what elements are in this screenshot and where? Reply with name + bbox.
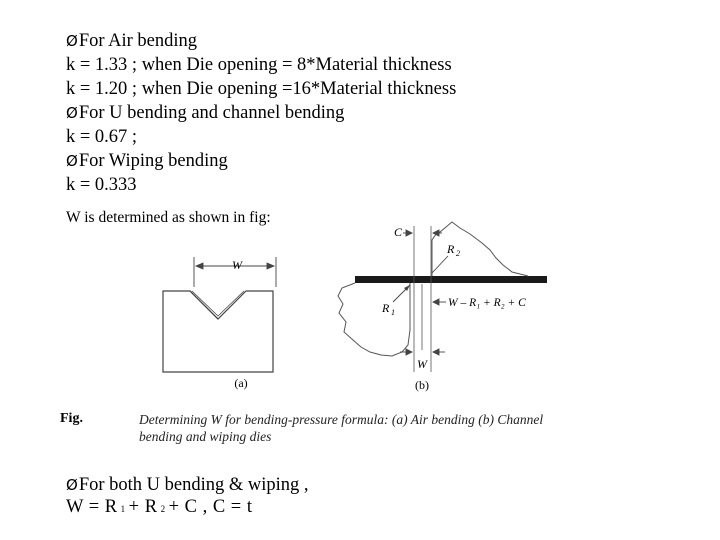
- fig-caption-line: Determining W for bending-pressure formula: (a) Air bending (b) Channel: [139, 412, 544, 427]
- formula-part: W = R: [66, 497, 118, 517]
- formula-subscript: 2: [160, 504, 166, 514]
- line-text: For Air bending: [78, 31, 198, 51]
- w-label-a: W: [232, 258, 242, 272]
- formula-dimension: [433, 299, 446, 305]
- arrow-bullet-icon: Ø: [66, 104, 78, 122]
- w-label-b: W: [417, 357, 427, 371]
- arrow-bullet-icon: Ø: [66, 476, 78, 494]
- line-k-0-333: [66, 173, 137, 197]
- line-air-bending: [66, 29, 197, 53]
- die-outline: [338, 283, 410, 356]
- label-a: (a): [234, 376, 248, 390]
- c-dimension: [403, 230, 442, 236]
- line-wiping-bending: [66, 149, 228, 173]
- fig-label: Fig.: [60, 411, 83, 426]
- line-text: k = 1.33 ; when Die opening = 8*Material thickness: [66, 55, 452, 75]
- w-formula: [66, 497, 253, 518]
- line-text: k = 1.20 ; when Die opening =16*Material thickness: [66, 79, 457, 99]
- line-k-0-67: [66, 125, 137, 149]
- arrow-bullet-icon: Ø: [66, 32, 78, 50]
- reference-lines: [414, 226, 431, 372]
- line-text: For U bending and channel bending: [78, 103, 345, 123]
- line-text: For Wiping bending: [78, 151, 228, 171]
- r1-label: R: [382, 301, 390, 315]
- air-bending-die: [163, 291, 273, 372]
- r2-label: R: [447, 242, 455, 256]
- bending-die-figure: [150, 205, 570, 400]
- w-dimension-b: [400, 349, 445, 355]
- fig-caption: [139, 411, 659, 445]
- line-u-bending: [66, 101, 344, 125]
- formula-subscript: 1: [120, 504, 126, 514]
- formula-part: + C , C = t: [168, 497, 253, 517]
- line-k-1-20: [66, 77, 456, 101]
- line-text: k = 0.333: [66, 175, 137, 195]
- sheet-metal: [355, 276, 547, 283]
- line-text: k = 0.67 ;: [66, 127, 138, 147]
- r2-subscript: 2: [456, 249, 460, 258]
- line-text: For both U bending & wiping ,: [78, 475, 309, 495]
- formula-part: + R: [128, 497, 158, 517]
- formula-label: W – R₁ + R₂ + C: [448, 297, 526, 309]
- line-both-bending: [66, 473, 309, 497]
- arrow-bullet-icon: Ø: [66, 152, 78, 170]
- label-b: (b): [415, 378, 429, 392]
- c-label: C: [393, 225, 403, 239]
- fig-caption-line: bending and wiping dies: [139, 429, 272, 444]
- line-k-1-33: [66, 53, 452, 77]
- w-caption: W is determined as shown in fig:: [66, 209, 271, 226]
- r2-leader: [432, 256, 448, 273]
- r1-subscript: 1: [391, 308, 395, 317]
